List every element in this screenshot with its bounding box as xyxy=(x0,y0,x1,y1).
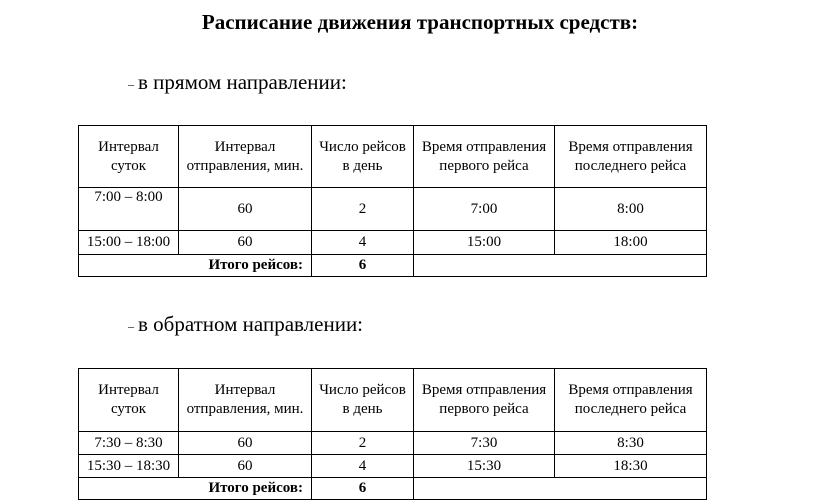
table-cell: 8:30 xyxy=(555,432,707,455)
table-row xyxy=(79,231,707,255)
header-cell: Время отправления последнего рейса xyxy=(555,126,707,188)
total-label: Итого рейсов: xyxy=(79,255,312,277)
table-row xyxy=(79,188,707,231)
dash-glyph: – xyxy=(128,76,134,91)
table-cell: 8:00 xyxy=(555,188,707,231)
total-value: 6 xyxy=(312,478,414,500)
table-cell: 2 xyxy=(312,188,414,231)
table-cell: 60 xyxy=(179,231,312,255)
table-cell: 15:30 – 18:30 xyxy=(79,455,179,478)
table-cell: 60 xyxy=(179,432,312,455)
table-cell: 7:00 – 8:00 xyxy=(79,188,179,231)
forward-schedule-table xyxy=(78,125,707,277)
backward-section-heading xyxy=(128,312,363,337)
forward-heading-text: в прямом направлении: xyxy=(138,70,347,94)
table-cell: 15:30 xyxy=(414,455,555,478)
table-cell: 4 xyxy=(312,231,414,255)
total-row xyxy=(79,255,707,277)
table-cell: 60 xyxy=(179,455,312,478)
table-row xyxy=(79,455,707,478)
table-cell: 7:30 xyxy=(414,432,555,455)
total-row xyxy=(79,478,707,500)
table-cell: 60 xyxy=(179,188,312,231)
header-cell: Интервал суток xyxy=(79,126,179,188)
header-cell: Интервал суток xyxy=(79,369,179,432)
table-cell: 18:00 xyxy=(555,231,707,255)
table-cell: 2 xyxy=(312,432,414,455)
header-cell: Интервал отправления, мин. xyxy=(179,369,312,432)
empty-cell xyxy=(414,478,707,500)
empty-cell xyxy=(414,255,707,277)
table-cell: 7:30 – 8:30 xyxy=(79,432,179,455)
header-row xyxy=(79,126,707,188)
header-cell: Время отправления первого рейса xyxy=(414,369,555,432)
header-cell: Интервал отправления, мин. xyxy=(179,126,312,188)
backward-schedule-table xyxy=(78,368,707,500)
table-cell: 7:00 xyxy=(414,188,555,231)
page-title: Расписание движения транспортных средств: xyxy=(201,10,639,34)
backward-heading-text: в обратном направлении: xyxy=(138,312,364,336)
header-cell: Число рейсов в день xyxy=(312,126,414,188)
table-cell: 18:30 xyxy=(555,455,707,478)
table-row xyxy=(79,432,707,455)
forward-section-heading xyxy=(128,70,347,95)
table-cell: 15:00 – 18:00 xyxy=(79,231,179,255)
dash-glyph: – xyxy=(128,318,134,333)
header-cell: Число рейсов в день xyxy=(312,369,414,432)
total-label: Итого рейсов: xyxy=(79,478,312,500)
total-value: 6 xyxy=(312,255,414,277)
header-cell: Время отправления последнего рейса xyxy=(555,369,707,432)
table-cell: 15:00 xyxy=(414,231,555,255)
header-cell: Время отправления первого рейса xyxy=(414,126,555,188)
header-row xyxy=(79,369,707,432)
table-cell: 4 xyxy=(312,455,414,478)
